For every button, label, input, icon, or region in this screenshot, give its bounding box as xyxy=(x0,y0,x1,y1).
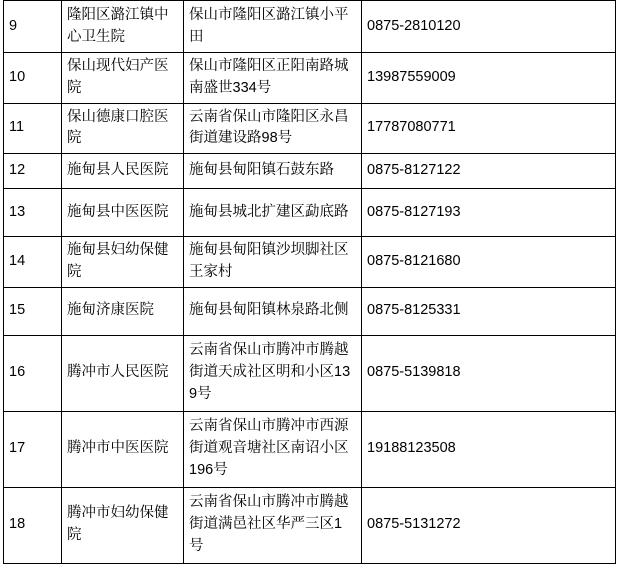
table-row xyxy=(4,1,616,53)
row-index: 11 xyxy=(4,103,62,154)
row-name: 施甸济康医院 xyxy=(62,287,184,335)
row-name: 保山德康口腔医院 xyxy=(62,103,184,154)
row-name: 隆阳区潞江镇中心卫生院 xyxy=(62,1,184,53)
row-name: 施甸县中医医院 xyxy=(62,189,184,237)
row-phone: 0875-8127122 xyxy=(362,154,616,189)
row-index: 9 xyxy=(4,1,62,53)
table-row xyxy=(4,487,616,563)
table-row xyxy=(4,53,616,104)
row-phone: 0875-2810120 xyxy=(362,1,616,53)
table-row xyxy=(4,237,616,288)
row-address: 施甸县城北扩建区勐底路 xyxy=(184,189,362,237)
table-row xyxy=(4,103,616,154)
row-phone: 0875-8127193 xyxy=(362,189,616,237)
row-name: 腾冲市中医医院 xyxy=(62,411,184,487)
row-index: 12 xyxy=(4,154,62,189)
row-name: 施甸县妇幼保健院 xyxy=(62,237,184,288)
table-row xyxy=(4,335,616,411)
row-address: 施甸县甸阳镇沙坝脚社区王家村 xyxy=(184,237,362,288)
table-body xyxy=(4,1,616,564)
row-name: 腾冲市妇幼保健院 xyxy=(62,487,184,563)
row-address: 保山市隆阳区正阳南路城南盛世334号 xyxy=(184,53,362,104)
row-index: 13 xyxy=(4,189,62,237)
row-phone: 0875-8121680 xyxy=(362,237,616,288)
row-address: 云南省保山市隆阳区永昌街道建设路98号 xyxy=(184,103,362,154)
table-row xyxy=(4,411,616,487)
table-row xyxy=(4,287,616,335)
hospital-list-table xyxy=(3,0,616,564)
row-phone: 0875-8125331 xyxy=(362,287,616,335)
row-address: 云南省保山市腾冲市腾越街道满邑社区华严三区1号 xyxy=(184,487,362,563)
row-index: 18 xyxy=(4,487,62,563)
row-address: 云南省保山市腾冲市腾越街道天成社区明和小区139号 xyxy=(184,335,362,411)
table-row xyxy=(4,189,616,237)
row-index: 10 xyxy=(4,53,62,104)
row-index: 14 xyxy=(4,237,62,288)
row-index: 17 xyxy=(4,411,62,487)
row-address: 云南省保山市腾冲市西源街道观音塘社区南诏小区196号 xyxy=(184,411,362,487)
row-phone: 13987559009 xyxy=(362,53,616,104)
row-phone: 19188123508 xyxy=(362,411,616,487)
row-phone: 17787080771 xyxy=(362,103,616,154)
row-address: 保山市隆阳区潞江镇小平田 xyxy=(184,1,362,53)
row-name: 施甸县人民医院 xyxy=(62,154,184,189)
row-address: 施甸县甸阳镇林泉路北侧 xyxy=(184,287,362,335)
row-index: 15 xyxy=(4,287,62,335)
row-address: 施甸县甸阳镇石鼓东路 xyxy=(184,154,362,189)
row-name: 保山现代妇产医院 xyxy=(62,53,184,104)
row-index: 16 xyxy=(4,335,62,411)
table-row xyxy=(4,154,616,189)
row-phone: 0875-5131272 xyxy=(362,487,616,563)
row-phone: 0875-5139818 xyxy=(362,335,616,411)
row-name: 腾冲市人民医院 xyxy=(62,335,184,411)
